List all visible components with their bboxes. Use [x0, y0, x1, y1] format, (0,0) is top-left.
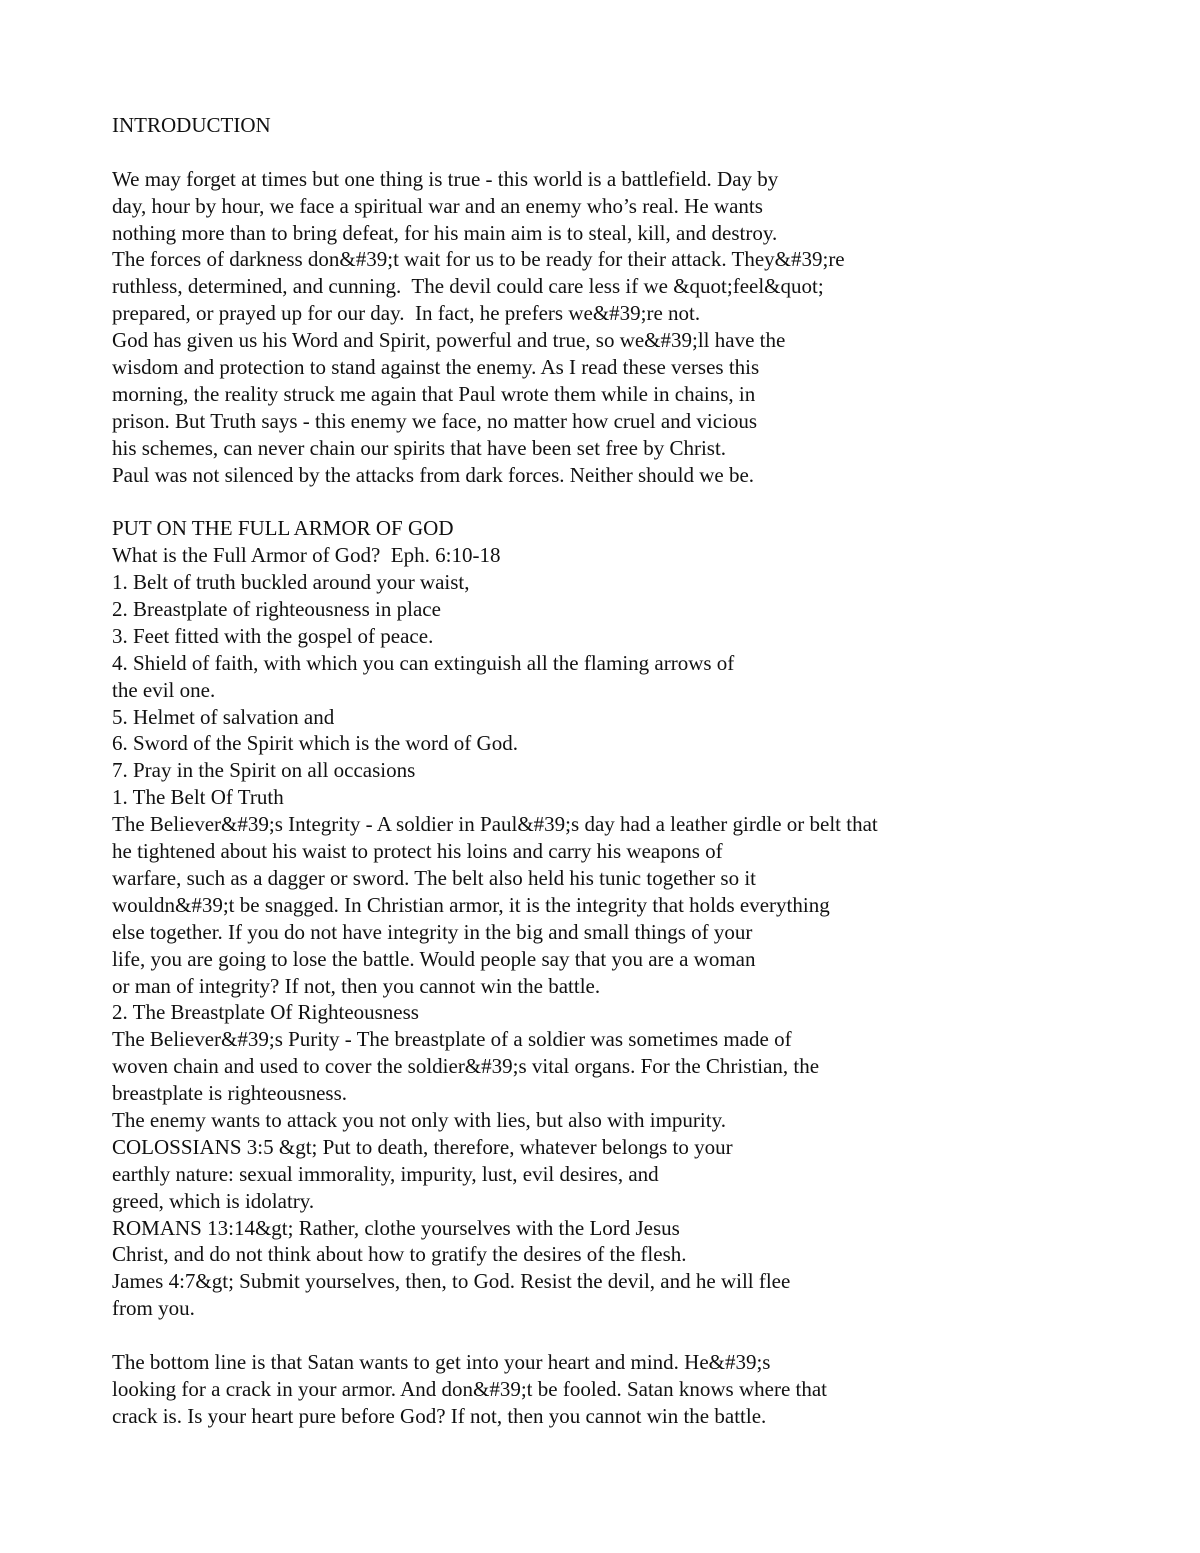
text-line: warfare, such as a dagger or sword. The belt also held his tunic together so it [112, 865, 757, 890]
text-line: morning, the reality struck me again that Paul wrote them while in chains, in [112, 381, 756, 406]
text-line: The Believer&#39;s Purity - The breastplate of a soldier was sometimes made of [112, 1027, 792, 1052]
text-line: prison. But Truth says - this enemy we face, no matter how cruel and vicious [112, 408, 758, 433]
blank-line [112, 139, 1112, 166]
text-line: nothing more than to bring defeat, for his main aim is to steal, kill, and destroy. [112, 220, 778, 245]
introduction-heading: INTRODUCTION [112, 113, 271, 137]
blank-line [112, 1322, 1112, 1349]
blank-line [112, 488, 1112, 515]
text-line: wisdom and protection to stand against the enemy. As I read these verses this [112, 355, 760, 380]
text-line: crack is. Is your heart pure before God? If not, then you cannot win the battle. [112, 1403, 767, 1428]
text-line: The bottom line is that Satan wants to get into your heart and mind. He&#39;s [112, 1349, 771, 1374]
text-line: James 4:7&gt; Submit yourselves, then, to God. Resist the devil, and he will flee [112, 1269, 791, 1294]
text-line: day, hour by hour, we face a spiritual war and an enemy who’s real. He wants [112, 193, 763, 218]
armor-heading: PUT ON THE FULL ARMOR OF GOD [112, 516, 454, 541]
text-line: wouldn&#39;t be snagged. In Christian armor, it is the integrity that holds everything [112, 892, 830, 917]
text-line: What is the Full Armor of God? Eph. 6:10-18 [112, 543, 501, 568]
text-line: greed, which is idolatry. [112, 1188, 315, 1213]
text-line: ruthless, determined, and cunning. The devil could care less if we &quot;feel&quot; [112, 274, 824, 299]
text-line: life, you are going to lose the battle. Would people say that you are a woman [112, 946, 756, 971]
text-line: looking for a crack in your armor. And don&#39;t be fooled. Satan knows where that [112, 1376, 828, 1401]
text-line: 5. Helmet of salvation and [112, 704, 335, 729]
subheading-belt-of-truth: 1. The Belt Of Truth [112, 785, 284, 810]
text-line: 7. Pray in the Spirit on all occasions [112, 758, 416, 783]
text-line: earthly nature: sexual immorality, impurity, lust, evil desires, and [112, 1161, 659, 1186]
text-line: Paul was not silenced by the attacks from dark forces. Neither should we be. [112, 462, 755, 487]
text-line: COLOSSIANS 3:5 &gt; Put to death, therefore, whatever belongs to your [112, 1134, 733, 1159]
text-line: woven chain and used to cover the soldier&#39;s vital organs. For the Christian, the [112, 1054, 820, 1079]
text-line: The enemy wants to attack you not only with lies, but also with impurity. [112, 1107, 726, 1132]
text-line: 1. Belt of truth buckled around your waist, [112, 570, 470, 595]
text-line: he tightened about his waist to protect his loins and carry his weapons of [112, 839, 723, 864]
document-body [112, 112, 1112, 1430]
text-line: 2. Breastplate of righteousness in place [112, 597, 441, 622]
text-line: God has given us his Word and Spirit, powerful and true, so we&#39;ll have the [112, 328, 786, 353]
armor-section [112, 542, 1112, 1322]
introduction-paragraph [112, 166, 1112, 489]
text-line: The forces of darkness don&#39;t wait for us to be ready for their attack. They&#39;re [112, 247, 845, 272]
text-line: We may forget at times but one thing is true - this world is a battlefield. Day by [112, 166, 779, 191]
text-line: his schemes, can never chain our spirits that have been set free by Christ. [112, 435, 727, 460]
text-line: The Believer&#39;s Integrity - A soldier in Paul&#39;s day had a leather girdle or belt that [112, 812, 878, 837]
text-line: Christ, and do not think about how to gratify the desires of the flesh. [112, 1242, 687, 1267]
text-line: else together. If you do not have integrity in the big and small things of your [112, 919, 753, 944]
closing-paragraph [112, 1349, 1112, 1430]
text-line: ROMANS 13:14&gt; Rather, clothe yourselves with the Lord Jesus [112, 1215, 680, 1240]
text-line: or man of integrity? If not, then you cannot win the battle. [112, 973, 601, 998]
text-line: prepared, or prayed up for our day. In fact, he prefers we&#39;re not. [112, 301, 701, 326]
text-line: from you. [112, 1296, 195, 1321]
subheading-breastplate: 2. The Breastplate Of Righteousness [112, 1000, 419, 1025]
text-line: 4. Shield of faith, with which you can extinguish all the flaming arrows of [112, 650, 735, 675]
text-line: the evil one. [112, 677, 216, 702]
text-line: breastplate is righteousness. [112, 1081, 348, 1106]
text-line: 3. Feet fitted with the gospel of peace. [112, 623, 434, 648]
text-line: 6. Sword of the Spirit which is the word of God. [112, 731, 518, 756]
